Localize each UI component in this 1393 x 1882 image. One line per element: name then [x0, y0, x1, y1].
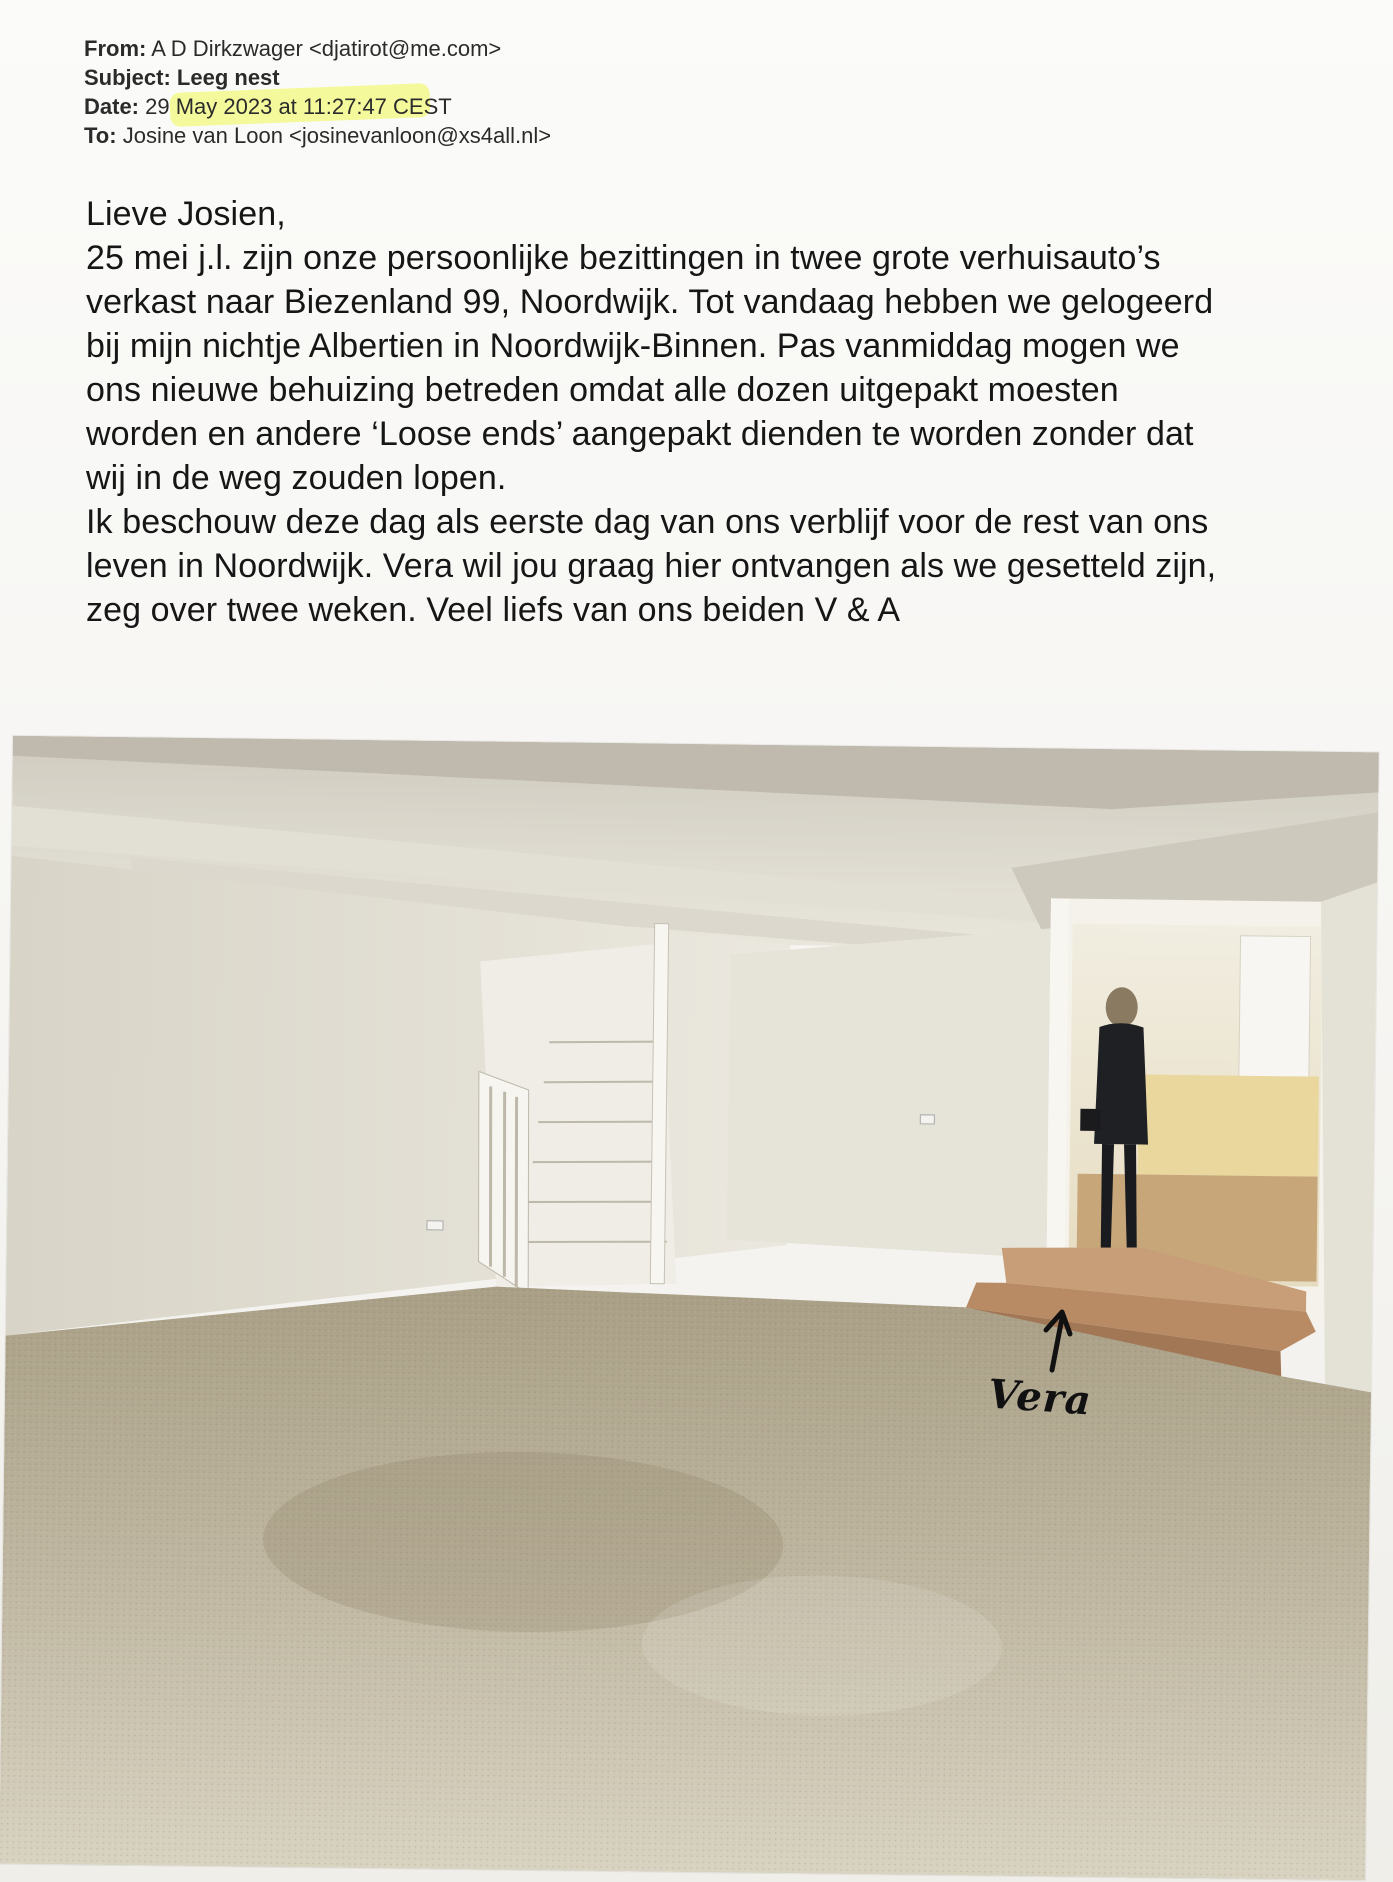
body-line: leven in Noordwijk. Vera wil jou graag hier ontvangen als we gesetteld zijn, — [86, 547, 1217, 585]
date-value: 29 May 2023 at 11:27:47 CEST — [145, 94, 452, 119]
arrow-icon — [1040, 1304, 1080, 1374]
room-photo — [0, 736, 1379, 1881]
from-value: A D Dirkzwager <djatirot@me.com> — [151, 36, 502, 61]
body-line: zeg over twee weken. Veel liefs van ons beiden V & A — [86, 591, 901, 629]
email-header — [84, 34, 984, 150]
subject-row — [84, 63, 984, 92]
date-label: Date: — [84, 94, 140, 119]
to-value: Josine van Loon <josinevanloon@xs4all.nl> — [122, 123, 552, 148]
to-row — [84, 121, 984, 150]
body-line: worden en andere ‘Loose ends’ aangepakt dienden te worden zonder dat — [86, 415, 1194, 453]
kitchen-counter — [1138, 1074, 1319, 1176]
body-line: 25 mei j.l. zijn onze persoonlijke bezittingen in twee grote verhuisauto’s — [86, 239, 1161, 277]
date-row — [84, 92, 984, 121]
stair-railing — [476, 1071, 531, 1294]
body-line: bij mijn nichtje Albertien in Noordwijk-Binnen. Pas vanmiddag mogen we — [86, 327, 1180, 365]
subject-value: Leeg nest — [176, 65, 280, 90]
room-illustration — [0, 736, 1379, 1881]
body-line: Ik beschouw deze dag als eerste dag van ons verblijf voor de rest van ons — [86, 503, 1209, 541]
from-row — [84, 34, 984, 63]
greeting: Lieve Josien, — [86, 195, 286, 233]
body-line: wij in de weg zouden lopen. — [86, 459, 507, 497]
vera-handwritten-label: Vera — [986, 1370, 1094, 1425]
subject-label: Subject: — [84, 65, 171, 90]
body-line: ons nieuwe behuizing betreden omdat alle dozen uitgepakt moesten — [86, 371, 1119, 409]
email-body — [86, 192, 1376, 632]
back-wall — [727, 924, 1051, 1258]
wall-outlet — [920, 1115, 934, 1124]
wall-outlet — [427, 1221, 443, 1230]
to-label: To: — [84, 123, 117, 148]
body-line: verkast naar Biezenland 99, Noordwijk. Tot vandaag hebben we gelogeerd — [86, 283, 1214, 321]
from-label: From: — [84, 36, 147, 61]
